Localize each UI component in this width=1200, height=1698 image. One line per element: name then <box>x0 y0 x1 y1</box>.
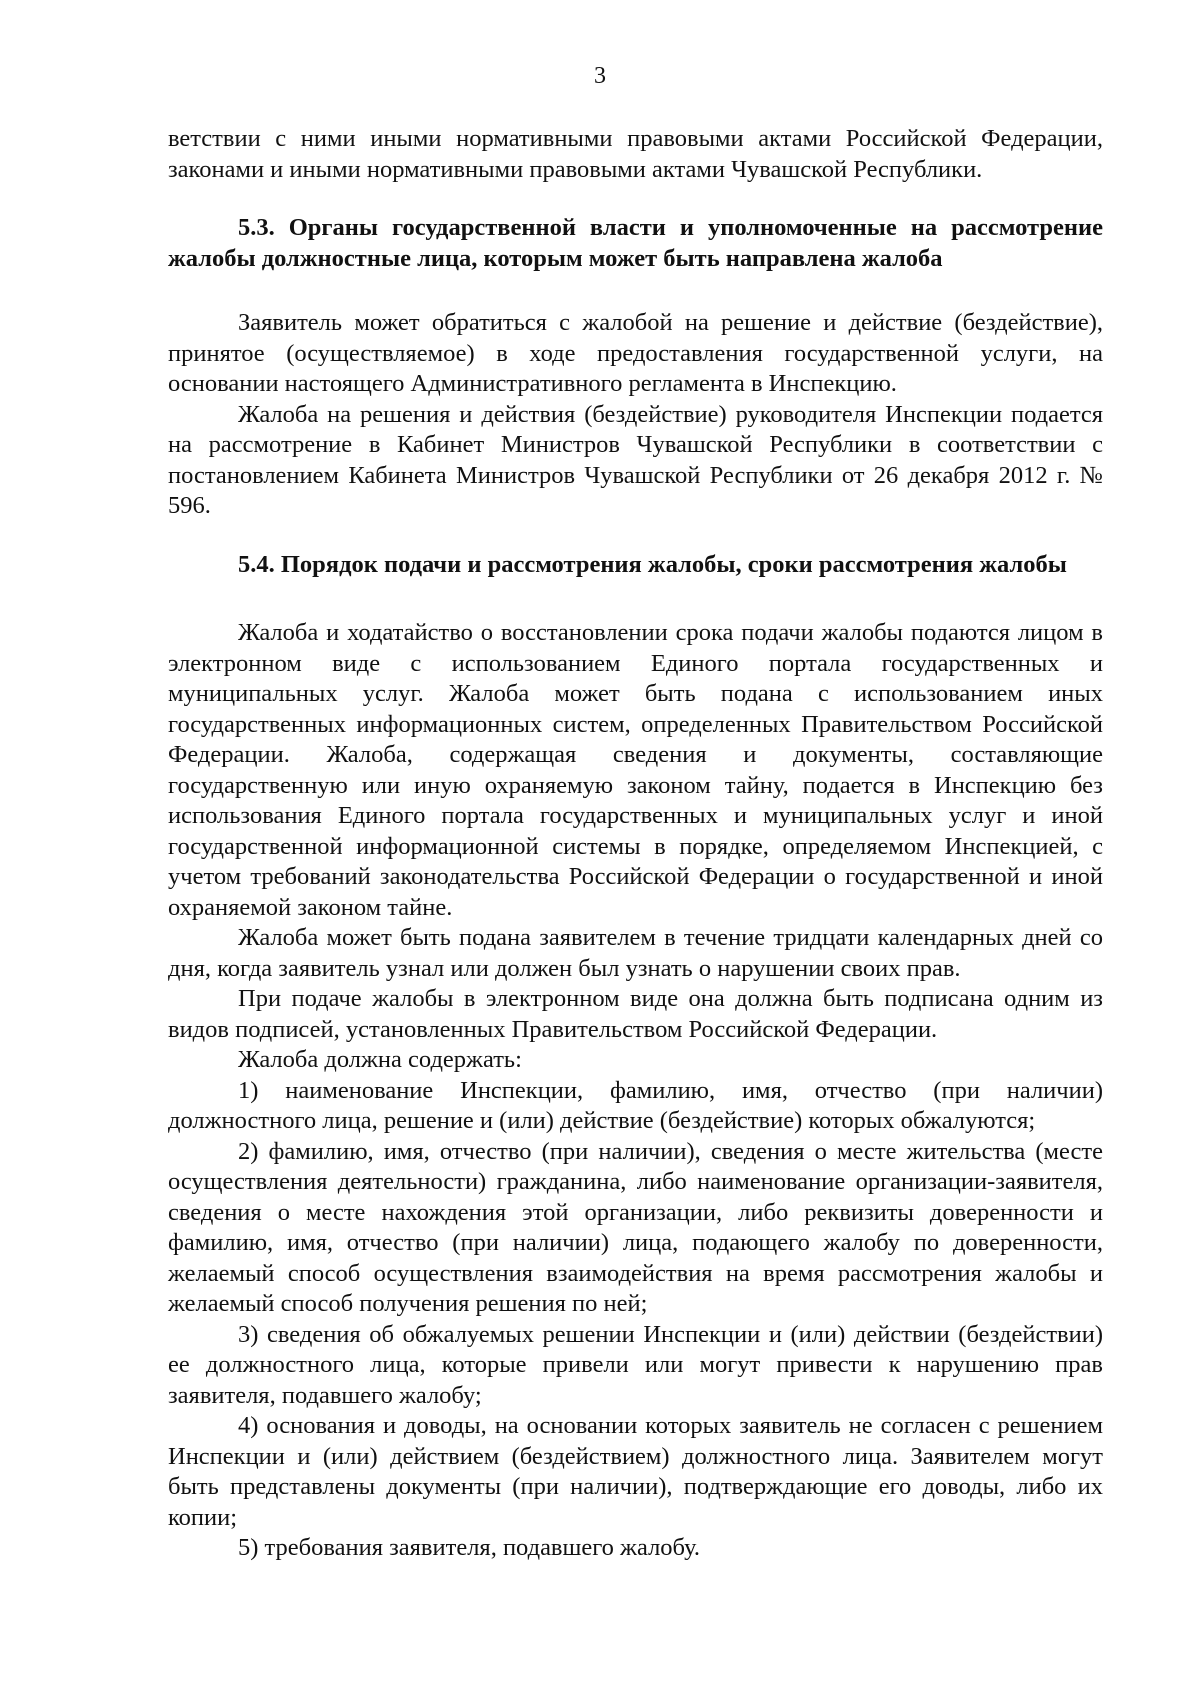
list-item-1: 1) наименование Инспекции, фамилию, имя, отчество (при наличии) должностного лица, решение и (или) действие (бездействие) которых обжалуются; <box>168 1076 1103 1134</box>
spacer <box>168 274 1103 308</box>
page-number: 3 <box>594 63 606 89</box>
section-5-4-paragraph-2: Жалоба может быть подана заявителем в течение тридцати календарных дней со дня, когда заявитель узнал или должен был узнать о нарушении своих прав. <box>168 924 1103 982</box>
list-item-3: 3) сведения об обжалуемых решении Инспекции и (или) действии (бездействии) ее должностного лица, которые привели или могут привести к нарушению прав заявителя, подавшего жалобу; <box>168 1320 1103 1409</box>
section-5-3-paragraph-1: Заявитель может обратиться с жалобой на решение и действие (бездействие), принятое (осуществляемое) в ходе предоставления государственной услуги, на основании настоящего Административного регламента в Инспекцию. <box>168 309 1103 397</box>
section-5-3-paragraph-2: Жалоба на решения и действия (бездействие) руководителя Инспекции подается на рассмотрение в Кабинет Министров Чувашской Республики в соответствии с постановлением Кабинета Министров Чувашской Республики от 26 декабря 2012 г. № 596. <box>168 400 1103 519</box>
section-5-3-heading: 5.3. Органы государственной власти и уполномоченные на рассмотрение жалобы должностные лица, которым может быть направлена жалоба <box>168 214 1103 272</box>
intro-paragraph: ветствии с ними иными нормативными правовыми актами Российской Федерации, законами и иными нормативными правовыми актами Чувашской Республики. <box>168 125 1103 183</box>
section-5-4-paragraph-3: При подаче жалобы в электронном виде она должна быть подписана одним из видов подписей, установленных Правительством Российской Федерации. <box>168 985 1103 1043</box>
list-item-2: 2) фамилию, имя, отчество (при наличии), сведения о месте жительства (месте осуществления деятельности) гражданина, либо наименование организации-заявителя, сведения о месте нахождения этой организации, либо реквизиты доверенности и фамилию, имя, отчество (при наличии) лица, подающего жалобу по доверенности, желаемый способ осуществления взаимодействия на время рассмотрения жалобы и желаемый способ получения решения по ней; <box>168 1137 1103 1317</box>
spacer <box>168 185 1103 213</box>
section-5-4-paragraph-1: Жалоба и ходатайство о восстановлении срока подачи жалобы подаются лицом в электронном виде с использованием Единого портала государственных и муниципальных услуг. Жалоба может быть подана с использованием иных государственных информационных систем, определенных Правительством Российской Федерации. Жалоба, содержащая сведения и документы, составляющие государственную или иную охраняемую законом тайну, подается в Инспекцию без использования Единого портала государственных и муниципальных услуг и иной государственной информационной системы в порядке, определяемом Инспекцией, с учетом требований законодательства Российской Федерации о государственной и иной охраняемой законом тайне. <box>168 619 1103 921</box>
spacer <box>168 522 1103 550</box>
list-item-4: 4) основания и доводы, на основании которых заявитель не согласен с решением Инспекции и (или) действием (бездействием) должностного лица. Заявителем могут быть представлены документы (при наличии), подтверждающие его доводы, либо их копии; <box>168 1412 1103 1531</box>
section-5-4-heading: 5.4. Порядок подачи и рассмотрения жалобы, сроки рассмотрения жалобы <box>238 550 1067 578</box>
section-5-4-paragraph-4: Жалоба должна содержать: <box>238 1046 522 1073</box>
document-body <box>168 124 1103 1564</box>
spacer <box>168 580 1103 618</box>
list-item-5: 5) требования заявителя, подавшего жалобу. <box>238 1534 701 1561</box>
